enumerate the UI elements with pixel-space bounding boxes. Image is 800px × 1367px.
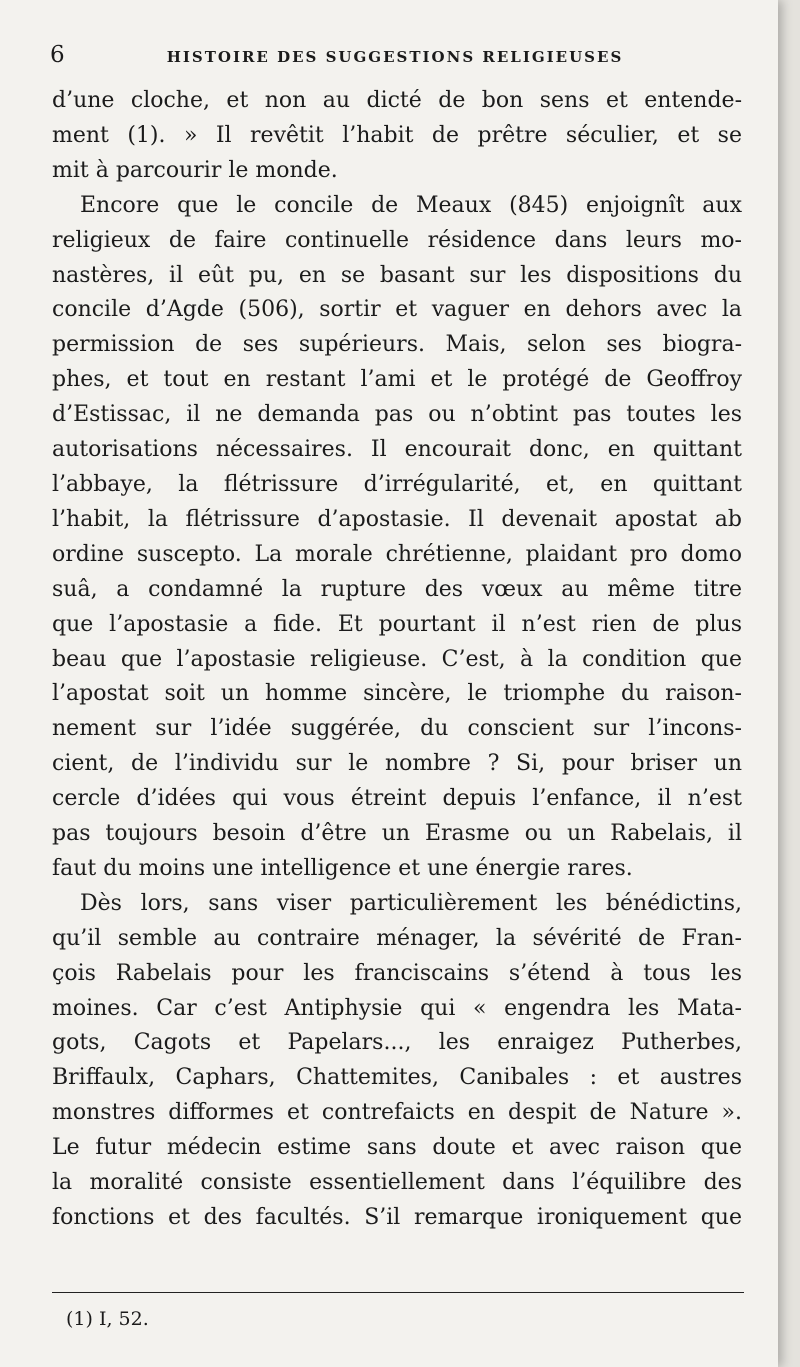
text-line: monstres difformes et contrefaicts en despit de Nature ». bbox=[52, 1100, 742, 1126]
text-line: mit à parcourir le monde. bbox=[52, 157, 338, 183]
text-line: çois Rabelais pour les franciscains s’étend à tous les bbox=[52, 960, 742, 986]
body-text bbox=[52, 84, 742, 1236]
text-line: faut du moins une intelligence et une énergie rares. bbox=[52, 855, 633, 881]
text-line: Briffaulx, Caphars, Chattemites, Canibales : et austres bbox=[52, 1065, 742, 1091]
text-line: l’habit, la flétrissure d’apostasie. Il devenait apostat ab bbox=[52, 506, 742, 532]
text-line: autorisations nécessaires. Il encourait donc, en quittant bbox=[52, 437, 742, 463]
text-line: que l’apostasie a fide. Et pourtant il n’est rien de plus bbox=[52, 611, 742, 637]
text-line: religieux de faire continuelle résidence dans leurs mo- bbox=[52, 227, 742, 253]
text-line: Dès lors, sans viser particulièrement les bénédictins, bbox=[80, 890, 742, 916]
footnote: (1) I, 52. bbox=[66, 1308, 149, 1330]
text-line: pas toujours besoin d’être un Erasme ou un Rabelais, il bbox=[52, 821, 742, 847]
text-line: nastères, il eût pu, en se basant sur les dispositions du bbox=[52, 262, 742, 288]
text-line: permission de ses supérieurs. Mais, selon ses biogra- bbox=[52, 332, 742, 358]
text-line: moines. Car c’est Antiphysie qui « engendra les Mata- bbox=[52, 995, 742, 1021]
text-line: concile d’Agde (506), sortir et vaguer en dehors avec la bbox=[52, 297, 742, 323]
text-line: d’Estissac, il ne demanda pas ou n’obtint pas toutes les bbox=[52, 402, 742, 428]
text-line: ment (1). » Il revêtit l’habit de prêtre séculier, et se bbox=[52, 122, 742, 148]
page-header bbox=[50, 42, 740, 72]
text-line: suâ, a condamné la rupture des vœux au même titre bbox=[52, 576, 742, 602]
running-title: HISTOIRE DES SUGGESTIONS RELIGIEUSES bbox=[166, 48, 624, 66]
page-number: 6 bbox=[50, 42, 65, 68]
text-line: qu’il semble au contraire ménager, la sévérité de Fran- bbox=[52, 925, 742, 951]
text-line: nement sur l’idée suggérée, du conscient sur l’incons- bbox=[52, 716, 742, 742]
text-line: l’abbaye, la flétrissure d’irrégularité, et, en quittant bbox=[52, 471, 742, 497]
text-line: beau que l’apostasie religieuse. C’est, à la condition que bbox=[52, 646, 742, 672]
footnote-rule bbox=[52, 1292, 744, 1293]
text-line: ordine suscepto. La morale chrétienne, plaidant pro domo bbox=[52, 541, 742, 567]
text-line: cercle d’idées qui vous étreint depuis l’enfance, il n’est bbox=[52, 786, 742, 812]
text-line: la moralité consiste essentiellement dans l’équilibre des bbox=[52, 1170, 742, 1196]
text-line: l’apostat soit un homme sincère, le triomphe du raison- bbox=[52, 681, 742, 707]
text-line: Encore que le concile de Meaux (845) enjoignît aux bbox=[80, 192, 742, 218]
text-line: gots, Cagots et Papelars..., les enraigez Putherbes, bbox=[52, 1030, 742, 1056]
text-line: cient, de l’individu sur le nombre ? Si, pour briser un bbox=[52, 751, 742, 777]
text-line: phes, et tout en restant l’ami et le protégé de Geoffroy bbox=[52, 367, 742, 393]
text-line: Le futur médecin estime sans doute et avec raison que bbox=[52, 1135, 742, 1161]
text-line: d’une cloche, et non au dicté de bon sens et entende- bbox=[52, 88, 742, 113]
text-line: fonctions et des facultés. S’il remarque ironiquement que bbox=[52, 1205, 742, 1230]
